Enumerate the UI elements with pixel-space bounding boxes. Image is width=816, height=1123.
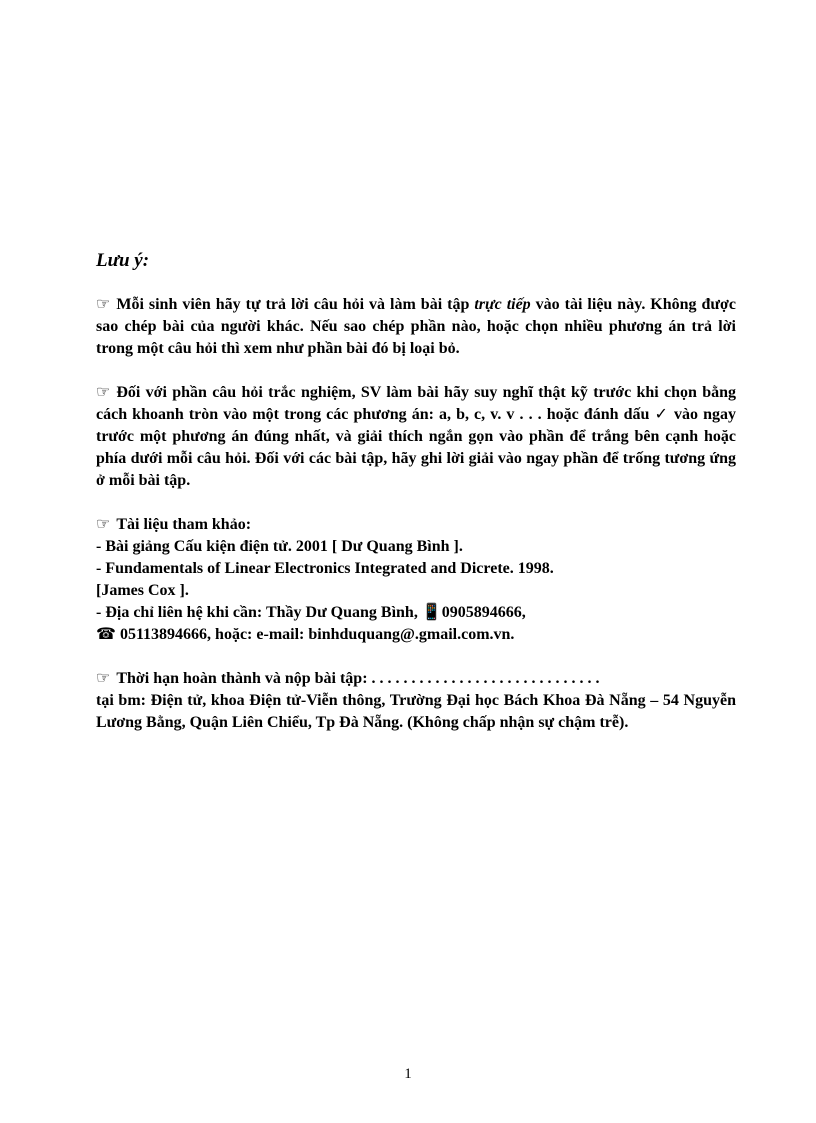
mobile-phone-icon: 📱 [421,604,442,621]
paragraph2-text-start: Đối với phần câu hỏi trắc nghiệm, SV làm bài hãy suy nghĩ thật kỹ trước khi chọn bằng cách khoanh tròn vào một trong các phương án: a, b, c, v. v . . . hoặc đánh dấu [96,384,736,423]
note-heading: Lưu ý: [96,250,150,271]
pointing-hand-icon: ☞ [96,384,111,401]
instruction-paragraph-1 [96,294,736,360]
telephone-icon: ☎ [96,626,116,643]
paragraph1-text-start: Mỗi sinh viên hãy tự trả lời câu hỏi và làm bài tập [116,296,475,313]
deadline-label-line [96,668,736,690]
checkmark-icon: ✓ [654,406,669,423]
deadline-label: Thời hạn hoàn thành và nộp bài tập: [116,670,368,687]
references-title-line [96,514,736,536]
phone-email-text: 05113894666, hoặc: e-mail: binhduquang@.gmail.com.vn. [119,626,515,643]
deadline-dots: . . . . . . . . . . . . . . . . . . . . . . . . . . . . . [371,670,600,687]
contact-line [96,602,736,624]
deadline-text: tại bm: Điện tử, khoa Điện tử-Viễn thông, Trường Đại học Bách Khoa Đà Nẵng – 54 Nguyễn Lương Bằng, Quận Liên Chiểu, Tp Đà Nẵng. (Không chấp nhận sự chậm trễ). [96,692,736,731]
paragraph1-text-end: vào tài liệu này. Không được sao chép bài của người khác. Nếu sao chép phần nào, hoặc chọn nhiều phương án trả lời trong một câu hỏi thì xem như phần bài đó bị loại bỏ. [96,296,736,357]
contact-text: - Địa chỉ liên hệ khi cần: Thầy Dư Quang Bình, [96,604,418,621]
pointing-hand-icon: ☞ [96,670,111,687]
pointing-hand-icon: ☞ [96,516,111,533]
reference-item-2: - Fundamentals of Linear Electronics Integrated and Dicrete. 1998. [96,560,554,577]
references-section [96,514,736,646]
mobile-number: 0905894666, [441,604,526,621]
phone-line [96,624,736,646]
reference-item-1: - Bài giảng Cấu kiện điện tử. 2001 [ Dư Quang Bình ]. [96,538,463,555]
references-title: Tài liệu tham khảo: [116,516,252,533]
instruction-paragraph-2 [96,382,736,492]
paragraph1-italic-text: trực tiếp [474,296,531,313]
deadline-section [96,668,736,734]
document-body [96,250,736,756]
paragraph2-text-end: vào ngay trước một phương án đúng nhất, và giải thích ngắn gọn vào phần để trắng bên cạnh hoặc phía dưới mỗi câu hỏi. Đối với các bài tập, hãy ghi lời giải vào ngay phần để trống tương ứng ở mỗi bài tập. [96,406,736,489]
reference-item-2-author: [James Cox ]. [96,582,189,599]
pointing-hand-icon: ☞ [96,296,111,313]
page-number: 1 [404,1066,412,1082]
